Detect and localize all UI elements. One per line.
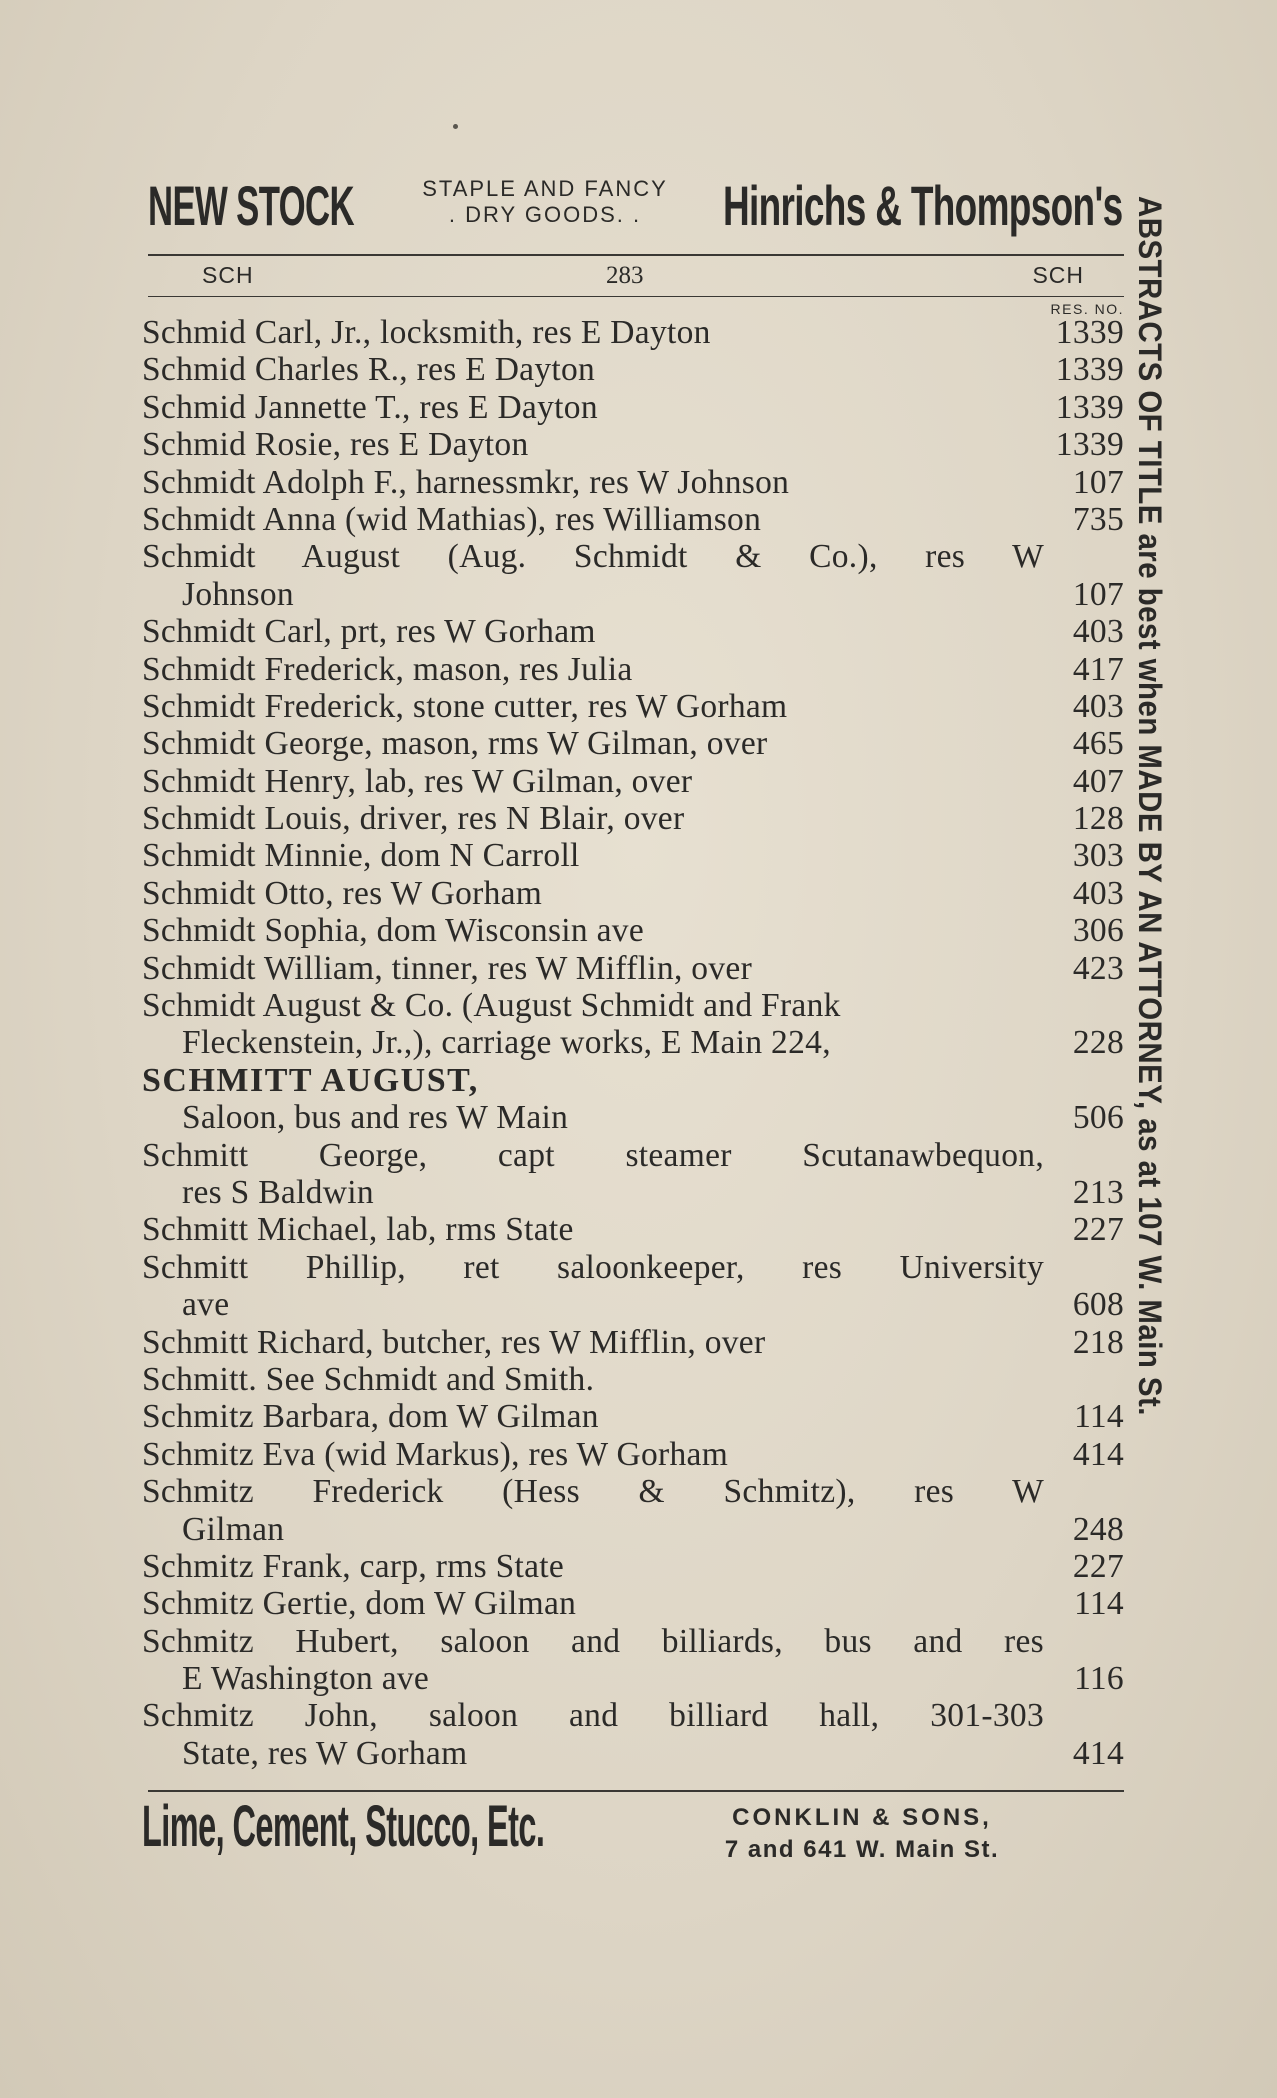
- entry-residence-number: 114: [1074, 1398, 1124, 1436]
- entry-residence-number: 228: [1072, 1024, 1124, 1062]
- footer-advertisement: [142, 1796, 1124, 1886]
- entry-text: Schmidt Adolph F., harnessmkr, res W Johnson: [142, 463, 790, 501]
- directory-entry: [142, 1548, 1124, 1585]
- entry-residence-number: 403: [1072, 613, 1124, 651]
- header-ad-left: NEW STOCK: [148, 174, 354, 237]
- header-ad-middle: [380, 176, 710, 229]
- entry-residence-number: 403: [1072, 687, 1124, 725]
- entry-residence-number: 213: [1072, 1173, 1124, 1211]
- entry-residence-number: 608: [1072, 1286, 1124, 1324]
- directory-entry: [142, 1623, 1124, 1660]
- header-advertisement: [148, 170, 1128, 248]
- entry-text: Schmidt Otto, res W Gorham: [142, 874, 543, 912]
- entry-text: Schmitt Michael, lab, rms State: [142, 1211, 574, 1249]
- entry-residence-number: 128: [1072, 800, 1124, 838]
- entry-text: Schmitz Hubert, saloon and billiards, bus and res: [142, 1622, 1044, 1660]
- entry-text: Schmitz Eva (wid Markus), res W Gorham: [142, 1435, 729, 1473]
- entry-residence-number: 227: [1072, 1547, 1124, 1585]
- directory-entry: [142, 1174, 1124, 1211]
- entry-residence-number: 303: [1072, 837, 1124, 875]
- directory-entry: [142, 1436, 1124, 1473]
- entry-text: Schmitz John, saloon and billiard hall, 301-303: [142, 1697, 1044, 1735]
- entry-residence-number: 107: [1072, 575, 1124, 613]
- column-header: RES. NO.: [1050, 301, 1124, 317]
- entry-residence-number: 414: [1072, 1734, 1124, 1772]
- entry-text: Schmidt Sophia, dom Wisconsin ave: [142, 912, 645, 950]
- directory-entry: [142, 875, 1124, 912]
- entry-residence-number: 735: [1072, 500, 1124, 538]
- entry-residence-number: 407: [1072, 762, 1124, 800]
- directory-entry: [142, 1361, 1124, 1398]
- entry-text: E Washington ave: [182, 1660, 430, 1698]
- directory-entry: [142, 1697, 1124, 1734]
- running-head: [148, 262, 1124, 292]
- directory-entry: [142, 688, 1124, 725]
- directory-entry: [142, 1099, 1124, 1136]
- directory-entry: [142, 950, 1124, 987]
- entry-residence-number: 116: [1074, 1660, 1124, 1698]
- entry-text: Schmitz Frederick (Hess & Schmitz), res W: [142, 1473, 1044, 1511]
- entry-text: Fleckenstein, Jr.,), carriage works, E Main 224,: [182, 1024, 831, 1062]
- entry-residence-number: 403: [1072, 874, 1124, 912]
- entry-text: Schmidt Carl, prt, res W Gorham: [142, 613, 596, 651]
- directory-entry: [142, 314, 1124, 351]
- entry-text: SCHMITT AUGUST,: [142, 1061, 479, 1099]
- entry-residence-number: 248: [1072, 1510, 1124, 1548]
- directory-entry: [142, 987, 1124, 1024]
- directory-entry: [142, 763, 1124, 800]
- entry-text: Schmidt Minnie, dom N Carroll: [142, 837, 580, 875]
- entry-text: Schmidt August & Co. (August Schmidt and Frank: [142, 987, 841, 1025]
- directory-entry: [142, 1137, 1124, 1174]
- entry-text: Schmitz Gertie, dom W Gilman: [142, 1585, 577, 1623]
- running-head-rule: [148, 296, 1124, 297]
- directory-entry: [142, 1398, 1124, 1435]
- entry-text: Schmitz Frank, carp, rms State: [142, 1547, 565, 1585]
- footer-ad-firm: CONKLIN & SONS,: [732, 1804, 992, 1831]
- directory-entry: [142, 1511, 1124, 1548]
- footer-ad-left: Lime, Cement, Stucco, Etc.: [142, 1794, 545, 1859]
- header-ad-middle-top: STAPLE AND FANCY: [422, 176, 668, 201]
- entry-residence-number: 506: [1072, 1099, 1124, 1137]
- entry-text: Schmitz Barbara, dom W Gilman: [142, 1398, 599, 1436]
- entry-text: Schmidt Anna (wid Mathias), res Williamson: [142, 500, 762, 538]
- directory-entry: [142, 912, 1124, 949]
- entry-text: Schmidt Frederick, mason, res Julia: [142, 650, 633, 688]
- directory-entry: [142, 501, 1124, 538]
- entry-residence-number: 414: [1072, 1435, 1124, 1473]
- directory-entry: [142, 389, 1124, 426]
- entry-heading: [142, 1062, 1124, 1099]
- entry-text: Saloon, bus and res W Main: [182, 1099, 569, 1137]
- page-number: 283: [606, 262, 644, 289]
- entry-text: Schmid Charles R., res E Dayton: [142, 351, 596, 389]
- entry-residence-number: 114: [1074, 1585, 1124, 1623]
- entry-residence-number: 107: [1072, 463, 1124, 501]
- entry-text: Schmidt George, mason, rms W Gilman, over: [142, 725, 768, 763]
- entry-text: Schmitt. See Schmidt and Smith.: [142, 1360, 595, 1398]
- directory-entry: [142, 576, 1124, 613]
- entry-residence-number: 417: [1072, 650, 1124, 688]
- entry-text: Schmitt Richard, butcher, res W Mifflin, over: [142, 1323, 766, 1361]
- entry-text: State, res W Gorham: [182, 1734, 468, 1772]
- entry-residence-number: 306: [1072, 912, 1124, 950]
- directory-entry: [142, 837, 1124, 874]
- entry-text: Schmidt Louis, driver, res N Blair, over: [142, 800, 685, 838]
- entry-residence-number: 218: [1072, 1323, 1124, 1361]
- entry-text: Gilman: [182, 1510, 285, 1548]
- entry-residence-number: 465: [1072, 725, 1124, 763]
- directory-entry: [142, 1735, 1124, 1772]
- entry-text: Schmidt August (Aug. Schmidt & Co.), res W: [142, 538, 1044, 576]
- entry-residence-number: 227: [1072, 1211, 1124, 1249]
- side-advertisement: [1120, 196, 1180, 1876]
- directory-entry: [142, 1660, 1124, 1697]
- directory-entry: [142, 1473, 1124, 1510]
- directory-entry: [142, 1024, 1124, 1061]
- directory-entry: [142, 1249, 1124, 1286]
- directory-entry: [142, 613, 1124, 650]
- directory-entry: [142, 651, 1124, 688]
- directory-entry: [142, 464, 1124, 501]
- running-head-right: SCH: [1032, 262, 1084, 288]
- entry-text: Schmid Carl, Jr., locksmith, res E Dayton: [142, 314, 711, 351]
- footer-rule: [148, 1790, 1124, 1792]
- entry-residence-number: 1339: [1055, 351, 1124, 389]
- entry-text: Johnson: [182, 575, 294, 613]
- running-head-left: SCH: [202, 262, 254, 288]
- entry-residence-number: 1339: [1055, 388, 1124, 426]
- ink-speck: [453, 124, 458, 129]
- directory-entry: [142, 1585, 1124, 1622]
- entry-text: Schmidt William, tinner, res W Mifflin, over: [142, 949, 753, 987]
- directory-entry: [142, 351, 1124, 388]
- side-ad-text: ABSTRACTS OF TITLE are best when MADE BY AN ATTORNEY, as at 107 W. Main St.: [1132, 196, 1168, 1416]
- directory-entry: [142, 1286, 1124, 1323]
- directory-listing: [142, 314, 1124, 1772]
- entry-text: Schmid Jannette T., res E Dayton: [142, 388, 598, 426]
- entry-text: Schmitt George, capt steamer Scutanawbequon,: [142, 1136, 1044, 1174]
- directory-entry: [142, 725, 1124, 762]
- entry-text: Schmitt Phillip, ret saloonkeeper, res University: [142, 1248, 1044, 1286]
- directory-entry: [142, 1324, 1124, 1361]
- entry-text: Schmidt Henry, lab, res W Gilman, over: [142, 762, 693, 800]
- header-ad-middle-bottom: . DRY GOODS. .: [448, 202, 642, 228]
- entry-text: res S Baldwin: [182, 1173, 374, 1211]
- header-ad-right: Hinrichs & Thompson's: [723, 174, 1123, 237]
- directory-entry: [142, 538, 1124, 575]
- entry-text: Schmid Rosie, res E Dayton: [142, 426, 529, 464]
- entry-residence-number: 1339: [1055, 426, 1124, 464]
- directory-entry: [142, 1211, 1124, 1248]
- directory-entry: [142, 426, 1124, 463]
- footer-ad-address: 7 and 641 W. Main St.: [724, 1836, 1000, 1863]
- entry-residence-number: 1339: [1055, 314, 1124, 351]
- entry-text: ave: [182, 1286, 230, 1324]
- entry-text: Schmidt Frederick, stone cutter, res W Gorham: [142, 687, 788, 725]
- directory-entry: [142, 800, 1124, 837]
- entry-residence-number: 423: [1072, 949, 1124, 987]
- header-rule: [148, 254, 1124, 256]
